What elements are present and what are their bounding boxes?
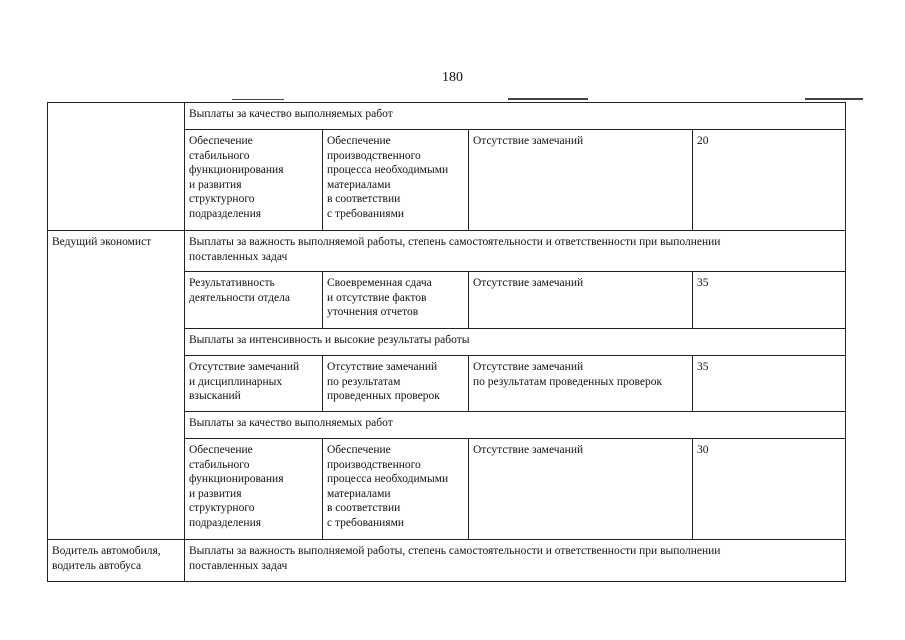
condition-cell: Обеспечение производственного процесса необходимыми материалами в соответствии с требованиями bbox=[323, 439, 469, 540]
scan-artifact-line bbox=[805, 98, 863, 100]
indicator-cell: Отсутствие замечаний bbox=[469, 439, 693, 540]
indicator-cell: Отсутствие замечаний по результатам проведенных проверок bbox=[469, 356, 693, 412]
percent-cell: 35 bbox=[693, 356, 846, 412]
position-cell: Ведущий экономист bbox=[48, 231, 185, 540]
scan-artifact-line bbox=[232, 99, 284, 100]
criterion-cell: Результативность деятельности отдела bbox=[185, 272, 323, 329]
criterion-cell: Обеспечение стабильного функционирования и развития структурного подразделения bbox=[185, 130, 323, 231]
section-header: Выплаты за качество выполняемых работ bbox=[185, 412, 846, 439]
position-cell bbox=[48, 103, 185, 231]
section-header: Выплаты за качество выполняемых работ bbox=[185, 103, 846, 130]
indicator-cell: Отсутствие замечаний bbox=[469, 130, 693, 231]
section-header: Выплаты за важность выполняемой работы, степень самостоятельности и ответственности при выполнении поставленных задач bbox=[185, 540, 846, 582]
table-row bbox=[48, 540, 846, 582]
percent-cell: 35 bbox=[693, 272, 846, 329]
position-cell: Водитель автомобиля, водитель автобуса bbox=[48, 540, 185, 582]
table-row bbox=[48, 103, 846, 130]
condition-cell: Обеспечение производственного процесса необходимыми материалами в соответствии с требованиями bbox=[323, 130, 469, 231]
indicator-cell: Отсутствие замечаний bbox=[469, 272, 693, 329]
section-header: Выплаты за важность выполняемой работы, степень самостоятельности и ответственности при выполнении поставленных задач bbox=[185, 231, 846, 272]
criterion-cell: Отсутствие замечаний и дисциплинарных взысканий bbox=[185, 356, 323, 412]
payments-table bbox=[47, 102, 846, 582]
table-row bbox=[48, 231, 846, 272]
criterion-cell: Обеспечение стабильного функционирования и развития структурного подразделения bbox=[185, 439, 323, 540]
section-header: Выплаты за интенсивность и высокие результаты работы bbox=[185, 329, 846, 356]
percent-cell: 30 bbox=[693, 439, 846, 540]
page-number: 180 bbox=[442, 70, 463, 85]
condition-cell: Своевременная сдача и отсутствие фактов уточнения отчетов bbox=[323, 272, 469, 329]
scan-artifact-line bbox=[508, 98, 588, 100]
percent-cell: 20 bbox=[693, 130, 846, 231]
condition-cell: Отсутствие замечаний по результатам проведенных проверок bbox=[323, 356, 469, 412]
